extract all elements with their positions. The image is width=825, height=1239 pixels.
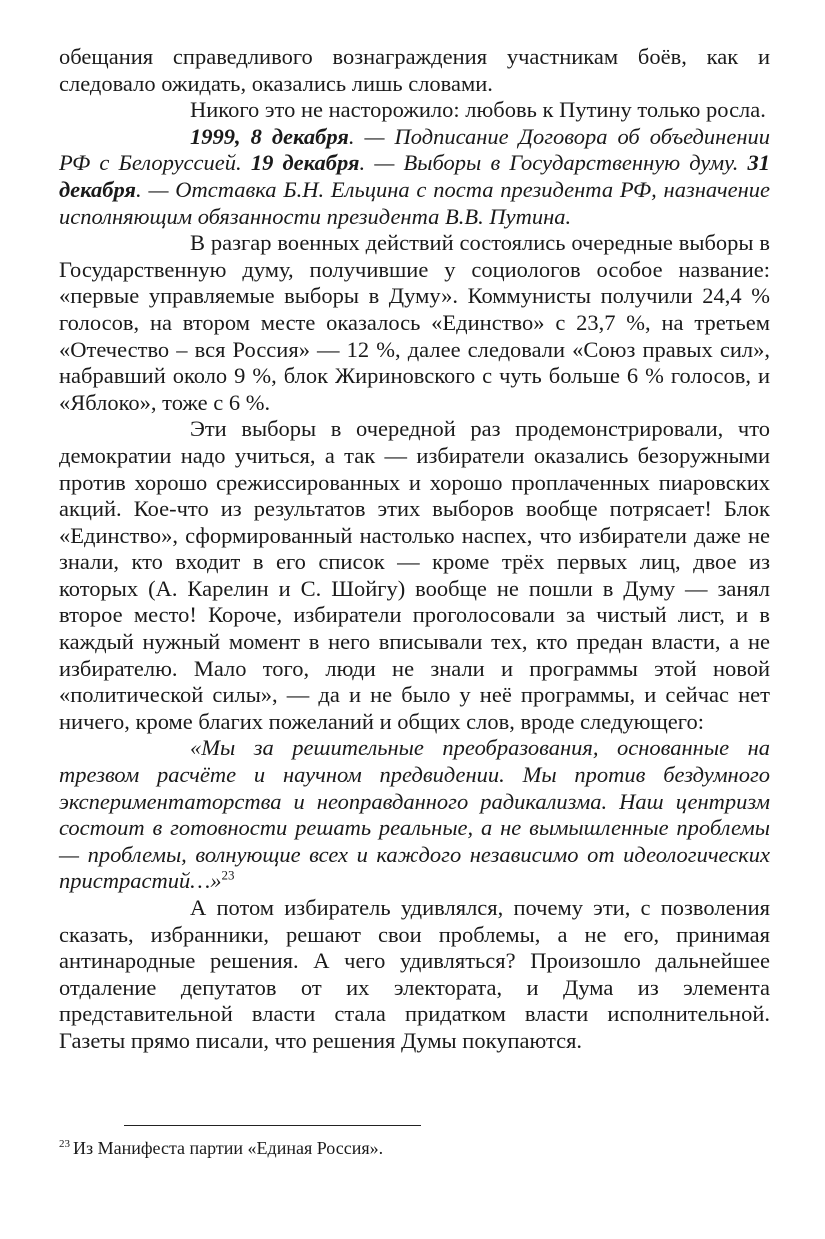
page-body <box>59 44 770 1055</box>
chronology-date-2: 19 декабря <box>250 150 360 176</box>
paragraph-nobody-alarmed <box>59 97 770 124</box>
footnote <box>59 1137 383 1159</box>
manifesto-quote-text: «Мы за решительные преобразования, основанные на трезвом расчёте и научном предвидении. Мы против бездумного экспериментаторства и неоправданного радикализма. Наш центризм состоит в готовности решать реальные, а не вымышленные проблемы — проблемы, волнующие всех и каждого независимо от идеологических пристрастий…» <box>59 735 770 894</box>
chronology-date-1: 1999, 8 декабря <box>190 123 349 149</box>
footnote-number: 23 <box>59 1138 70 1150</box>
footnote-text: Из Манифеста партии «Единая Россия». <box>73 1138 384 1158</box>
chronology-entry <box>59 124 770 230</box>
manifesto-quote <box>59 735 770 895</box>
paragraph-nobody-alarmed-text: Никого это не насторожило: любовь к Путину только росла. <box>190 97 766 123</box>
paragraph-voter <box>59 895 770 1055</box>
paragraph-democracy <box>59 416 770 735</box>
paragraph-continuation-text: обещания справедливого вознаграждения участникам боёв, как и следовало ожидать, оказались лишь словами. <box>59 44 770 96</box>
chronology-text-2: . — Выборы в Государственную думу. <box>359 150 748 176</box>
chronology-date-3: 31 декабря <box>59 150 771 202</box>
chronology-text-1: . — Подписание Договора об объединении РФ с Белоруссией. <box>59 123 770 176</box>
paragraph-elections <box>59 230 770 416</box>
paragraph-voter-text: А потом избиратель удивлялся, почему эти, с позволения сказать, избранники, решают свои проблемы, а не его, принимая антинародные решения. А чего удивляться? Произошло дальнейшее отдаление депутатов от их электората, и Дума из элемента представительной власти стала придатком власти исполнительной. Газеты прямо писали, что решения Думы покупаются. <box>59 895 770 1053</box>
paragraph-democracy-text: Эти выборы в очередной раз продемонстрировали, что демократии надо учиться, а так — избиратели оказались безоружными против хорошо срежиссированных и хорошо проплаченных пиаровских акций. Кое-что из результатов этих выборов вообще потрясает! Блок «Единство», сформированный настолько наспех, что избиратели даже не знали, кто входит в его список — кроме трёх первых лиц, двое из которых (А. Карелин и С. Шойгу) вообще не пошли в Думу — занял второе место! Короче, избиратели проголосовали за чистый лист, и в каждый нужный момент в него вписывали тех, кто предан власти, а не избирателю. Мало того, люди не знали и программы этой новой «политической силы», — да и не было у неё программы, и сейчас нет ничего, кроме благих пожеланий и общих слов, вроде следующего: <box>59 416 770 734</box>
chronology-text-3: . — Отставка Б.Н. Ельцина с поста президента РФ, назначение исполняющим обязанности президента В.В. Путина. <box>59 176 770 229</box>
footnote-reference[interactable]: 23 <box>221 867 235 883</box>
footnote-separator <box>124 1125 421 1126</box>
paragraph-continuation <box>59 44 770 97</box>
paragraph-elections-text: В разгар военных действий состоялись очередные выборы в Государственную думу, получившие у социологов особое название: «первые управляемые выборы в Думу». Коммунисты получили 24,4 % голосов, на втором месте оказалось «Единство» с 23,7 %, на третьем «Отечество – вся Россия» — 12 %, далее следовали «Союз правых сил», набравший около 9 %, блок Жириновского с чуть больше 6 % голосов, и «Яблоко», тоже с 6 %. <box>59 230 770 415</box>
